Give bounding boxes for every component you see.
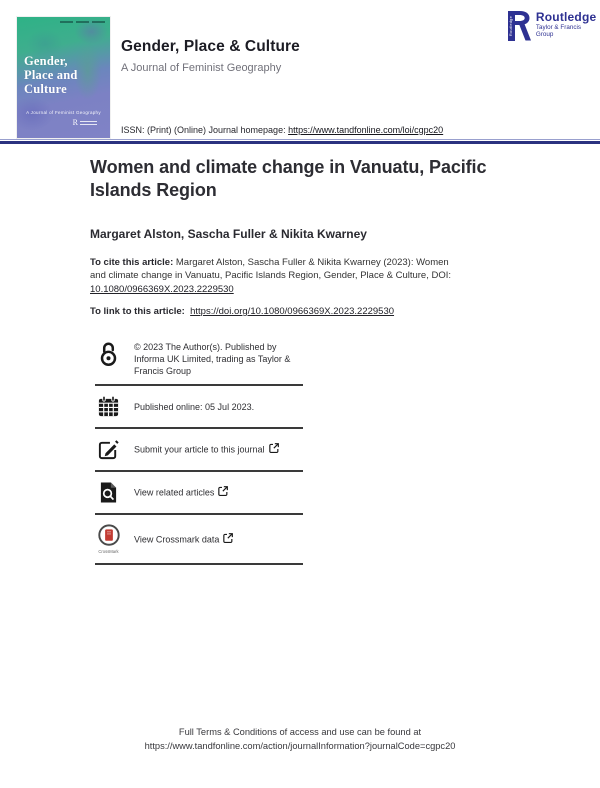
publisher-logo [508,11,600,41]
submit-article-label[interactable]: Submit your article to this journal [134,444,265,455]
article-authors: Margaret Alston, Sascha Fuller & Nikita Kwarney [90,227,367,241]
open-access-icon [95,341,122,367]
cover-title-line: Place and [24,67,78,82]
masthead-divider [0,141,600,144]
open-access-row [95,337,303,386]
cover-title [24,55,78,96]
cite-doi-link[interactable]: 10.1080/0966369X.2023.2229530 [90,283,234,295]
article-title: Women and climate change in Vanuatu, Pacific Islands Region [90,157,487,201]
footer-terms-url[interactable]: https://www.tandfonline.com/action/journalInformation?journalCode=cgpc20 [144,740,456,751]
cover-issue-meta [60,21,105,23]
terms-footer [0,726,600,754]
cover-title-line: Gender, [24,54,68,68]
related-articles-icon [95,481,122,504]
submit-article-icon [95,438,122,461]
published-online-row [95,386,303,429]
citation-block [90,256,462,296]
issn-homepage-line [121,125,443,135]
link-label: To link to this article: [90,306,185,317]
routledge-mark-small [73,119,97,127]
cite-body: Margaret Alston, Sascha Fuller & Nikita Kwarney (2023): Women and climate change in Vanuatu, Pacific Islands Region, Gender, Place & Culture, DOI: [90,257,452,282]
article-doi-link[interactable]: https://doi.org/10.1080/0966369X.2023.2229530 [190,306,395,317]
published-online-text: Published online: 05 Jul 2023. [134,401,255,412]
cover-subtitle: A Journal of Feminist Geography [26,110,101,115]
article-link-block [90,306,510,317]
related-articles-label[interactable]: View related articles [134,487,215,498]
calendar-icon [95,395,122,418]
routledge-r-glyph: R [72,118,78,127]
routledge-mark-text-lines [80,119,97,127]
crossmark-caption: CrossMark [98,549,119,555]
crossmark-icon [95,524,122,554]
routledge-r-bowl [515,11,531,41]
journal-title: Gender, Place & Culture [121,38,300,55]
masthead-divider-light [0,139,600,140]
issn-label: ISSN: (Print) (Online) Journal homepage: [121,125,289,135]
cover-title-line: Culture [24,81,67,96]
cite-label: To cite this article: [90,257,174,268]
publisher-group: Taylor & Francis Group [535,24,582,39]
publisher-name: Routledge [535,10,597,24]
footer-line1: Full Terms & Conditions of access and use can be found at [178,727,422,737]
article-action-list [95,337,303,565]
related-articles-row[interactable] [95,472,303,515]
crossmark-label[interactable]: View Crossmark data [134,534,220,545]
external-link-icon [223,533,233,546]
external-link-icon [269,443,279,456]
crossmark-row[interactable] [95,515,303,565]
journal-subtitle: A Journal of Feminist Geography [121,62,282,74]
external-link-icon [218,486,228,499]
submit-article-row[interactable] [95,429,303,472]
copyright-statement: © 2023 The Author(s). Published by Informa UK Limited, trading as Taylor & Francis Group [134,342,291,377]
routledge-stem-text: Routledge [509,16,513,37]
journal-homepage-link[interactable]: https://www.tandfonline.com/loi/cgpc20 [288,125,444,135]
routledge-logo-icon [508,11,531,41]
journal-cover-image [17,17,110,138]
